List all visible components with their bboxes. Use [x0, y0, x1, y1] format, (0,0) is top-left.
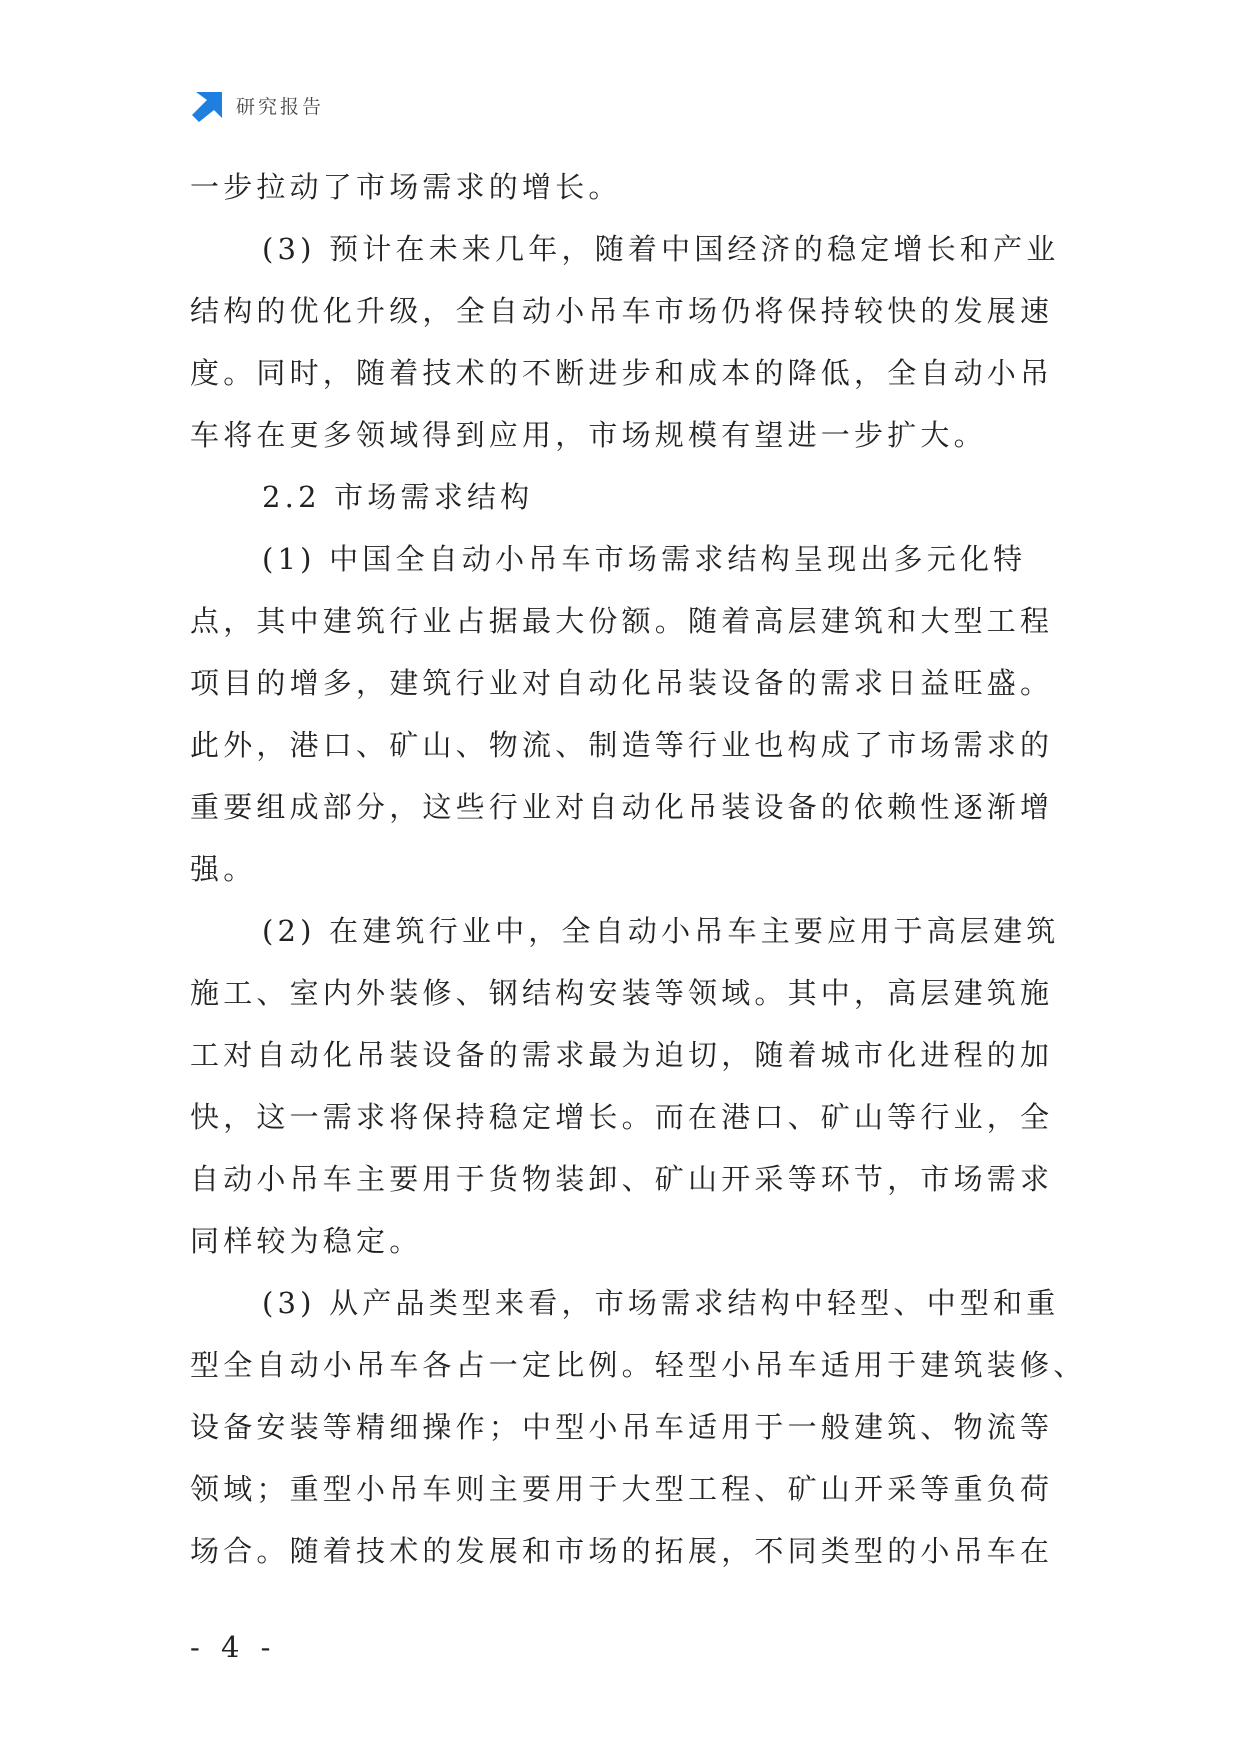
text-line: 型全自动小吊车各占一定比例。轻型小吊车适用于建筑装修、	[190, 1348, 1087, 1382]
text-line: 点，其中建筑行业占据最大份额。随着高层建筑和大型工程	[190, 604, 1054, 638]
text-line: 同样较为稳定。	[190, 1224, 423, 1258]
text-line: 车将在更多领域得到应用，市场规模有望进一步扩大。	[190, 418, 987, 452]
arrow-up-right-icon	[190, 88, 224, 122]
text-line: 领域；重型小吊车则主要用于大型工程、矿山开采等重负荷	[190, 1472, 1054, 1506]
text-line: 快，这一需求将保持稳定增长。而在港口、矿山等行业，全	[190, 1100, 1054, 1134]
text-line: 工对自动化吊装设备的需求最为迫切，随着城市化进程的加	[190, 1038, 1054, 1072]
document-body	[190, 163, 1087, 1589]
paragraph-start: (2) 在建筑行业中，全自动小吊车主要应用于高层建筑	[262, 914, 1060, 948]
section-heading: 2.2 市场需求结构	[262, 480, 534, 514]
text-line: 场合。随着技术的发展和市场的拓展，不同类型的小吊车在	[190, 1534, 1054, 1568]
text-line: 自动小吊车主要用于货物装卸、矿山开采等环节，市场需求	[190, 1162, 1054, 1196]
text-line: 强。	[190, 852, 257, 886]
text-line: 结构的优化升级，全自动小吊车市场仍将保持较快的发展速	[190, 294, 1054, 328]
paragraph-start: (3) 从产品类型来看，市场需求结构中轻型、中型和重	[262, 1286, 1060, 1320]
page-number: - 4 -	[190, 1630, 277, 1664]
paragraph-start: (1) 中国全自动小吊车市场需求结构呈现出多元化特	[262, 542, 1027, 576]
text-line: 重要组成部分，这些行业对自动化吊装设备的依赖性逐渐增	[190, 790, 1054, 824]
header-title: 研究报告	[236, 95, 325, 118]
text-line: 施工、室内外装修、钢结构安装等领域。其中，高层建筑施	[190, 976, 1054, 1010]
text-line: 此外，港口、矿山、物流、制造等行业也构成了市场需求的	[190, 728, 1054, 762]
text-line: 一步拉动了市场需求的增长。	[190, 170, 622, 204]
text-line: 度。同时，随着技术的不断进步和成本的降低，全自动小吊	[190, 356, 1054, 390]
page-header	[190, 88, 324, 122]
text-line: 设备安装等精细操作；中型小吊车适用于一般建筑、物流等	[190, 1410, 1054, 1444]
paragraph-start: (3) 预计在未来几年，随着中国经济的稳定增长和产业	[262, 232, 1060, 266]
text-line: 项目的增多，建筑行业对自动化吊装设备的需求日益旺盛。	[190, 666, 1054, 700]
